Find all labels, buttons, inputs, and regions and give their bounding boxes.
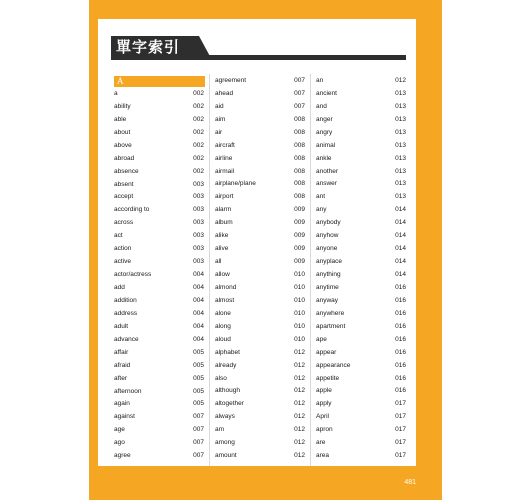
entry-word: almost (215, 296, 235, 304)
entry-page-number: 013 (395, 102, 406, 110)
index-entry (215, 165, 306, 178)
index-entry (114, 126, 205, 139)
entry-word: appear (316, 348, 337, 356)
entry-word: although (215, 387, 240, 395)
entry-word: alphabet (215, 348, 240, 356)
index-entry (215, 449, 306, 462)
index-entry (316, 203, 407, 216)
entry-page-number: 013 (395, 141, 406, 149)
entry-word: against (114, 413, 135, 421)
index-entry (215, 100, 306, 113)
entry-page-number: 004 (193, 296, 204, 304)
entry-word: airline (215, 154, 233, 162)
index-entry (215, 372, 306, 385)
entry-page-number: 002 (193, 167, 204, 175)
index-entry (215, 216, 306, 229)
index-entry (114, 203, 205, 216)
entry-page-number: 016 (395, 322, 406, 330)
column-divider (310, 74, 311, 466)
title-underline (205, 55, 406, 60)
index-entry (114, 307, 205, 320)
entry-word: affair (114, 348, 129, 356)
entry-page-number: 008 (294, 115, 305, 123)
entry-word: action (114, 245, 132, 253)
entry-page-number: 008 (294, 141, 305, 149)
entry-page-number: 003 (193, 219, 204, 227)
entry-page-number: 012 (294, 413, 305, 421)
entry-word: always (215, 413, 235, 421)
entry-page-number: 010 (294, 309, 305, 317)
index-entry (316, 139, 407, 152)
entry-page-number: 013 (395, 115, 406, 123)
entry-page-number: 004 (193, 309, 204, 317)
entry-page-number: 004 (193, 271, 204, 279)
column-divider (209, 74, 210, 466)
entry-page-number: 014 (395, 245, 406, 253)
index-entry (316, 255, 407, 268)
entry-word: animal (316, 141, 336, 149)
index-entry (114, 87, 205, 100)
entry-word: advance (114, 335, 139, 343)
section-letter-header: A (114, 76, 205, 87)
index-entry (316, 423, 407, 436)
index-entry (114, 255, 205, 268)
index-entry (316, 436, 407, 449)
entry-word: am (215, 426, 225, 434)
entry-page-number: 016 (395, 309, 406, 317)
entry-page-number: 005 (193, 387, 204, 395)
entry-page-number: 012 (294, 439, 305, 447)
entry-word: ago (114, 439, 125, 447)
entry-page-number: 009 (294, 206, 305, 214)
entry-word: area (316, 452, 330, 460)
entry-word: a (114, 89, 118, 97)
entry-word: ancient (316, 89, 337, 97)
index-entry (316, 165, 407, 178)
entry-page-number: 010 (294, 335, 305, 343)
entry-word: ahead (215, 89, 234, 97)
index-entry (316, 359, 407, 372)
entry-page-number: 007 (294, 102, 305, 110)
entry-word: anytime (316, 283, 339, 291)
index-entry (316, 397, 407, 410)
index-entry (114, 268, 205, 281)
entry-word: anyplace (316, 258, 343, 266)
entry-word: age (114, 426, 125, 434)
entry-page-number: 002 (193, 89, 204, 97)
entry-word: aircraft (215, 141, 235, 149)
index-entry (316, 320, 407, 333)
index-entry (215, 359, 306, 372)
entry-page-number: 014 (395, 271, 406, 279)
entry-word: already (215, 361, 237, 369)
entry-page-number: 012 (294, 452, 305, 460)
entry-page-number: 008 (294, 154, 305, 162)
entry-page-number: 008 (294, 193, 305, 201)
entry-word: an (316, 76, 324, 84)
index-entry (114, 191, 205, 204)
entry-word: among (215, 439, 235, 447)
index-entry (215, 242, 306, 255)
index-entry (316, 178, 407, 191)
entry-word: answer (316, 180, 337, 188)
entry-word: alarm (215, 206, 232, 214)
index-entry (316, 449, 407, 462)
entry-page-number: 008 (294, 167, 305, 175)
entry-word: able (114, 115, 127, 123)
entry-word: apartment (316, 322, 346, 330)
entry-page-number: 014 (395, 206, 406, 214)
index-entry (215, 268, 306, 281)
entry-word: aloud (215, 335, 231, 343)
entry-word: appetite (316, 374, 340, 382)
index-entry (215, 190, 306, 203)
entry-page-number: 013 (395, 89, 406, 97)
entry-page-number: 002 (193, 141, 204, 149)
index-entry (215, 113, 306, 126)
entry-page-number: 003 (193, 232, 204, 240)
entry-page-number: 010 (294, 283, 305, 291)
entry-page-number: 009 (294, 219, 305, 227)
index-entry (114, 449, 205, 462)
entry-page-number: 016 (395, 361, 406, 369)
index-entry (316, 294, 407, 307)
entry-word: about (114, 128, 131, 136)
index-entry (215, 255, 306, 268)
entry-page-number: 012 (294, 361, 305, 369)
index-entry (316, 268, 407, 281)
entry-page-number: 014 (395, 232, 406, 240)
entry-word: active (114, 258, 131, 266)
entry-page-number: 016 (395, 296, 406, 304)
entry-page-number: 009 (294, 258, 305, 266)
entry-word: apron (316, 426, 333, 434)
entry-word: anger (316, 115, 333, 123)
page-number: 481 (404, 479, 416, 486)
entry-word: and (316, 102, 327, 110)
index-entry (215, 385, 306, 398)
entry-word: ape (316, 335, 327, 343)
entry-word: accept (114, 193, 134, 201)
entry-page-number: 003 (193, 258, 204, 266)
entry-page-number: 004 (193, 322, 204, 330)
entry-word: addition (114, 296, 137, 304)
index-entry (316, 385, 407, 398)
entry-page-number: 007 (193, 439, 204, 447)
entry-word: above (114, 141, 132, 149)
entry-page-number: 009 (294, 245, 305, 253)
entry-word: also (215, 374, 227, 382)
index-entry (114, 281, 205, 294)
entry-page-number: 013 (395, 180, 406, 188)
entry-word: anyway (316, 296, 339, 304)
index-entry (316, 113, 407, 126)
entry-word: anything (316, 271, 341, 279)
entry-word: anywhere (316, 309, 345, 317)
index-entry (114, 216, 205, 229)
entry-page-number: 010 (294, 296, 305, 304)
entry-page-number: 003 (193, 206, 204, 214)
entry-page-number: 016 (395, 348, 406, 356)
index-entry (316, 74, 407, 87)
index-entry (316, 100, 407, 113)
entry-page-number: 002 (193, 115, 204, 123)
index-column-3 (316, 74, 407, 462)
index-entry (316, 229, 407, 242)
entry-page-number: 005 (193, 361, 204, 369)
entry-word: agreement (215, 76, 247, 84)
entry-word: altogether (215, 400, 244, 408)
entry-word: again (114, 400, 130, 408)
entry-word: along (215, 322, 231, 330)
index-column-2 (215, 74, 306, 462)
entry-page-number: 002 (193, 102, 204, 110)
index-entry (114, 359, 205, 372)
entry-page-number: 016 (395, 374, 406, 382)
entry-word: ant (316, 193, 326, 201)
index-entry (114, 242, 205, 255)
entry-word: anyhow (316, 232, 339, 240)
index-entry (114, 178, 205, 191)
entry-word: almond (215, 283, 237, 291)
index-entry (215, 126, 306, 139)
entry-page-number: 012 (395, 76, 406, 84)
entry-word: airport (215, 193, 234, 201)
index-entry (114, 410, 205, 423)
entry-page-number: 016 (395, 387, 406, 395)
index-entry (114, 320, 205, 333)
entry-page-number: 003 (193, 193, 204, 201)
entry-word: airplane/plane (215, 180, 256, 188)
entry-page-number: 005 (193, 400, 204, 408)
index-entry (215, 203, 306, 216)
index-entry (114, 152, 205, 165)
entry-page-number: 013 (395, 154, 406, 162)
entry-word: air (215, 128, 223, 136)
entry-page-number: 010 (294, 271, 305, 279)
index-entry (215, 74, 306, 87)
entry-page-number: 002 (193, 154, 204, 162)
index-entry (316, 152, 407, 165)
entry-word: alone (215, 309, 231, 317)
entry-word: adult (114, 322, 129, 330)
index-entry (114, 346, 205, 359)
index-entry (114, 113, 205, 126)
entry-page-number: 012 (294, 374, 305, 382)
entry-page-number: 008 (294, 128, 305, 136)
entry-page-number: 004 (193, 284, 204, 292)
entry-word: afternoon (114, 387, 142, 395)
entry-page-number: 017 (395, 413, 406, 421)
index-entry (114, 398, 205, 411)
entry-word: amount (215, 452, 237, 460)
entry-page-number: 007 (294, 76, 305, 84)
index-column-1 (114, 74, 205, 462)
entry-word: address (114, 309, 138, 317)
index-entry (215, 294, 306, 307)
page-title: 單字索引 (116, 39, 181, 56)
entry-word: ability (114, 102, 131, 110)
entry-word: after (114, 374, 128, 382)
entry-word: alive (215, 245, 229, 253)
index-entry (316, 307, 407, 320)
entry-word: absent (114, 180, 134, 188)
entry-word: according to (114, 206, 150, 214)
index-entry (316, 87, 407, 100)
index-entry (215, 410, 306, 423)
index-entry (316, 126, 407, 139)
index-entry (215, 87, 306, 100)
index-entry (215, 152, 306, 165)
entry-word: apple (316, 387, 332, 395)
index-entry (215, 229, 306, 242)
entry-page-number: 003 (193, 180, 204, 188)
entry-page-number: 017 (395, 439, 406, 447)
entry-word: any (316, 206, 327, 214)
entry-page-number: 012 (294, 387, 305, 395)
index-entry (114, 436, 205, 449)
entry-word: aim (215, 115, 226, 123)
index-entry (316, 372, 407, 385)
index-entry (215, 281, 306, 294)
entry-word: alike (215, 232, 229, 240)
entry-page-number: 012 (294, 400, 305, 408)
entry-word: all (215, 258, 222, 266)
index-entry (316, 216, 407, 229)
entry-page-number: 007 (193, 426, 204, 434)
entry-page-number: 016 (395, 335, 406, 343)
index-entry (215, 346, 306, 359)
entry-page-number: 007 (193, 452, 204, 460)
entry-page-number: 012 (294, 348, 305, 356)
entry-word: appearance (316, 361, 351, 369)
index-entry (316, 190, 407, 203)
index-entry (114, 294, 205, 307)
index-entry (215, 139, 306, 152)
entry-page-number: 003 (193, 245, 204, 253)
entry-word: actor/actress (114, 271, 152, 279)
entry-word: allow (215, 271, 230, 279)
entry-word: ankle (316, 154, 332, 162)
entry-page-number: 009 (294, 232, 305, 240)
index-entry (114, 385, 205, 398)
index-entry (316, 281, 407, 294)
entry-word: afraid (114, 361, 131, 369)
index-entry (215, 436, 306, 449)
entry-page-number: 013 (395, 167, 406, 175)
entry-page-number: 017 (395, 426, 406, 434)
entry-word: apply (316, 400, 332, 408)
index-entry (316, 410, 407, 423)
index-entry (114, 372, 205, 385)
entry-page-number: 007 (294, 89, 305, 97)
entry-word: act (114, 232, 123, 240)
entry-word: agree (114, 452, 131, 460)
entry-word: April (316, 413, 330, 421)
index-entry (316, 242, 407, 255)
entry-page-number: 017 (395, 400, 406, 408)
index-entry (215, 333, 306, 346)
entry-page-number: 014 (395, 258, 406, 266)
entry-word: angry (316, 128, 333, 136)
index-entry (215, 397, 306, 410)
index-entry (316, 346, 407, 359)
entry-word: airmail (215, 167, 235, 175)
index-entry (114, 100, 205, 113)
index-entry (114, 423, 205, 436)
index-entry (215, 320, 306, 333)
entry-word: abroad (114, 154, 135, 162)
entry-page-number: 008 (294, 180, 305, 188)
entry-page-number: 013 (395, 193, 406, 201)
entry-page-number: 010 (294, 322, 305, 330)
entry-word: across (114, 219, 134, 227)
index-entry (316, 333, 407, 346)
entry-word: are (316, 439, 326, 447)
index-entry (215, 423, 306, 436)
entry-page-number: 016 (395, 283, 406, 291)
entry-page-number: 017 (395, 452, 406, 460)
entry-page-number: 002 (193, 128, 204, 136)
entry-page-number: 007 (193, 413, 204, 421)
entry-word: another (316, 167, 339, 175)
index-entry (215, 307, 306, 320)
entry-word: add (114, 284, 125, 292)
index-entry (114, 139, 205, 152)
entry-word: absence (114, 167, 139, 175)
entry-word: aid (215, 102, 224, 110)
entry-word: anybody (316, 219, 341, 227)
entry-word: anyone (316, 245, 338, 253)
index-entry (114, 165, 205, 178)
entry-page-number: 012 (294, 426, 305, 434)
entry-word: album (215, 219, 233, 227)
entry-page-number: 004 (193, 335, 204, 343)
entry-page-number: 013 (395, 128, 406, 136)
entry-page-number: 005 (193, 348, 204, 356)
index-entry (215, 178, 306, 191)
index-entry (114, 333, 205, 346)
entry-page-number: 014 (395, 219, 406, 227)
index-entry (114, 229, 205, 242)
entry-page-number: 005 (193, 374, 204, 382)
